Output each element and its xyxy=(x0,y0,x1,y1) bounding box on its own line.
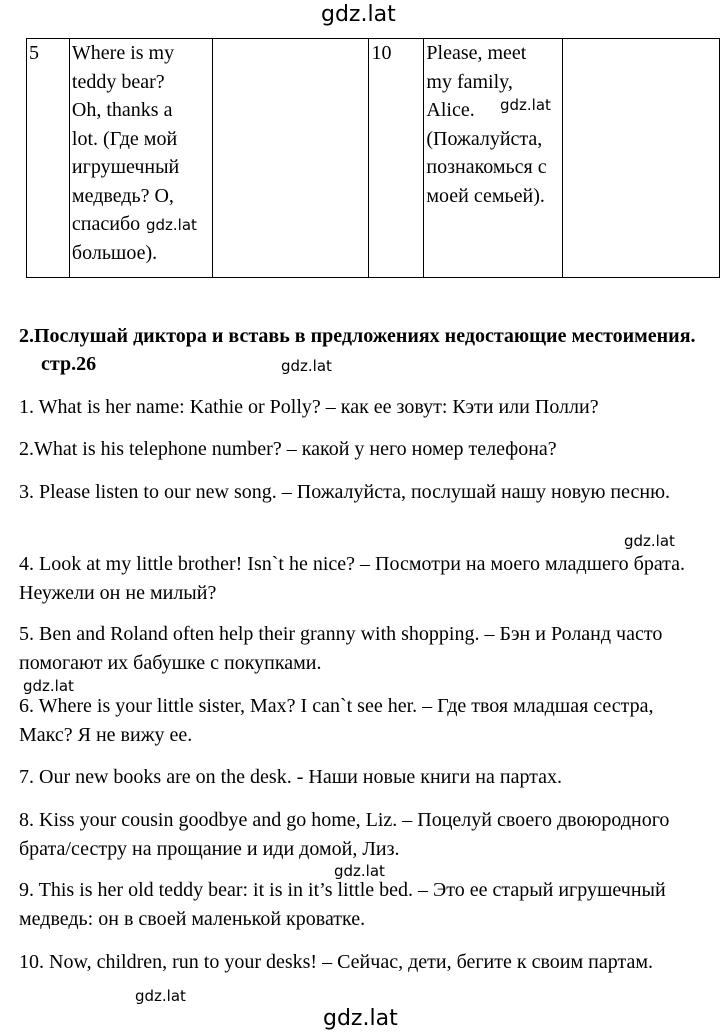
list-item: 9. This is her old teddy bear: it is in it’s little bed. – Это ее старый игрушечный медведь: он в своей маленькой кроватке. xyxy=(19,879,666,930)
phrase-text: Please, meet my family, Alice. (Пожалуйста, познакомься с моей семьей). xyxy=(426,42,547,207)
watermark: gdz.lat xyxy=(624,532,675,550)
page-reference: стр.26 xyxy=(41,353,97,375)
table-cell-phrase xyxy=(424,39,563,278)
list-item: 8. Kiss your cousin goodbye and go home, Liz. – Поцелуй своего двоюродного брата/сестру на прощание и иди домой, Лиз. xyxy=(19,809,670,860)
table-cell-number xyxy=(27,39,70,278)
list-item: 7. Our new books are on the desk. - Наши новые книги на партах. xyxy=(19,766,563,788)
row-number: 10 xyxy=(371,42,392,64)
exercise-title: 2.Послушай диктора и вставь в предложениях недостающие местоимения. xyxy=(19,325,696,347)
table-cell-number xyxy=(369,39,424,278)
table-row xyxy=(27,39,720,278)
table-cell-blank xyxy=(212,39,369,278)
answer-table xyxy=(26,38,720,278)
watermark: gdz.lat xyxy=(500,96,551,114)
list-item: 6. Where is your little sister, Max? I can`t see her. – Где твоя младшая сестра, Макс? Я не вижу ее. xyxy=(19,695,654,746)
table-cell-blank xyxy=(563,39,720,278)
list-item: 1. What is her name: Kathie or Polly? – как ее зовут: Кэти или Полли? xyxy=(19,396,599,418)
watermark-top: gdz.lat xyxy=(321,2,396,27)
table-cell-phrase xyxy=(69,39,212,278)
row-number: 5 xyxy=(29,42,39,64)
watermark: gdz.lat xyxy=(135,987,186,1005)
phrase-text: Where is my teddy bear? Oh, thanks a lot. (Где мой игрушечный медведь? О, спасибо большое). xyxy=(71,42,180,264)
watermark: gdz.lat xyxy=(23,677,74,695)
watermark: gdz.lat xyxy=(146,216,197,234)
list-item: 2.What is his telephone number? – какой у него номер телефона? xyxy=(19,438,557,460)
watermark: gdz.lat xyxy=(334,862,385,880)
list-item: 5. Ben and Roland often help their granny with shopping. – Бэн и Роланд часто помогают их бабушке с покупками. xyxy=(19,623,663,674)
exercise-heading xyxy=(19,322,699,378)
list-item: 4. Look at my little brother! Isn`t he nice? – Посмотри на моего младшего брата. Неужели он не милый? xyxy=(19,553,686,604)
watermark: gdz.lat xyxy=(281,357,332,375)
list-item: 3. Please listen to our new song. – Пожалуйста, послушай нашу новую песню. xyxy=(19,481,671,503)
watermark-bottom: gdz.lat xyxy=(323,1006,398,1031)
list-item: 10. Now, children, run to your desks! – Сейчас, дети, бегите к своим партам. xyxy=(19,951,653,973)
